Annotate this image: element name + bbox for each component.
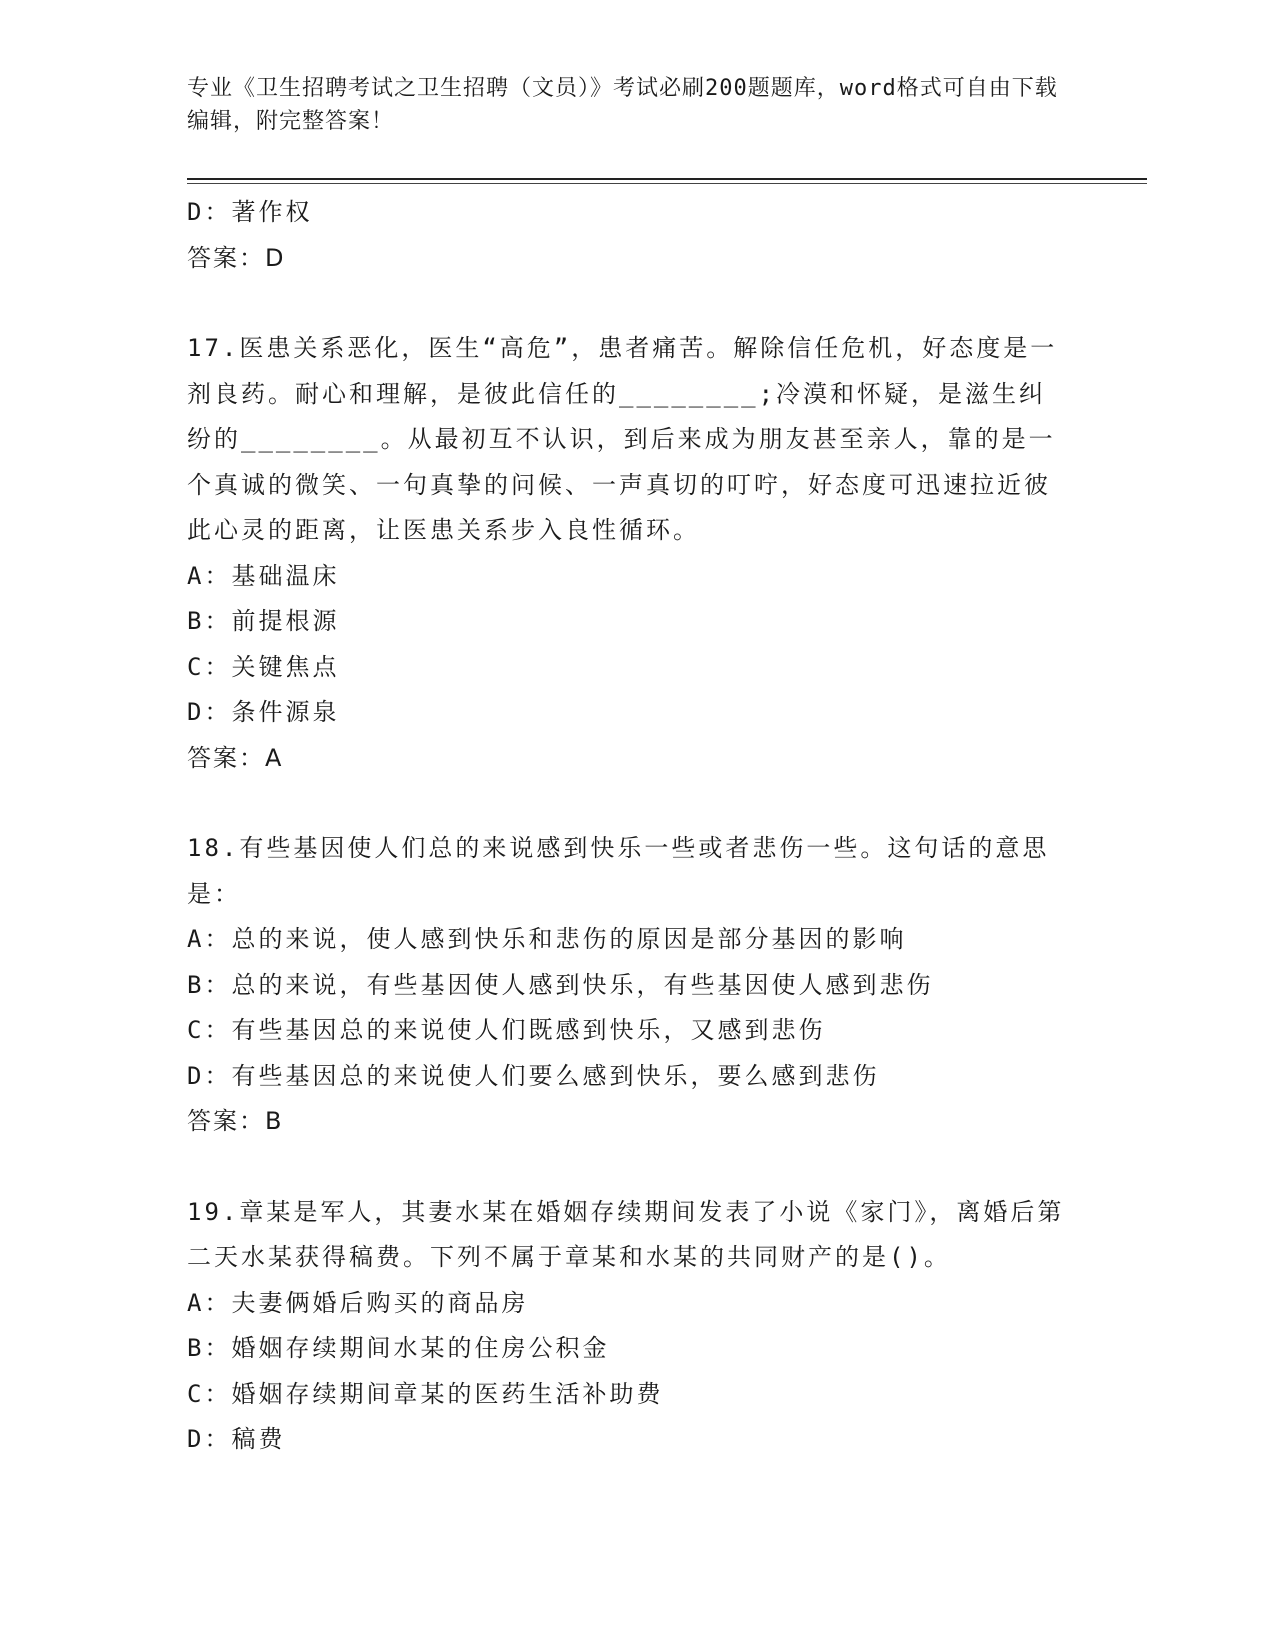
spacer [187, 1145, 1067, 1190]
page-header: 专业《卫生招聘考试之卫生招聘（文员）》考试必刷200题题库，word格式可自由下载编辑，附完整答案！ [187, 76, 1058, 134]
option-c: C：关键焦点 [187, 652, 340, 681]
answer-line: 答案：B [187, 1107, 284, 1135]
spacer [187, 781, 1067, 826]
document-body [187, 190, 1067, 1463]
question-17 [187, 326, 1067, 781]
question-19 [187, 1190, 1067, 1463]
option-d: D：稿费 [187, 1425, 286, 1453]
option-b: B：前提根源 [187, 607, 340, 635]
spacer [187, 281, 1067, 326]
question-stem: 19.章某是军人，其妻水某在婚姻存续期间发表了小说《家门》，离婚后第二天水某获得稿费。下列不属于章某和水某的共同财产的是()。 [187, 1197, 1065, 1271]
question-18 [187, 826, 1067, 1145]
option-b: B：婚姻存续期间水某的住房公积金 [187, 1334, 610, 1362]
question-stem: 17.医患关系恶化，医生“高危”，患者痛苦。解除信任危机，好态度是一剂良药。耐心和理解，是彼此信任的________;冷漠和怀疑，是滋生纠纷的________。从最初互不认识，到后来成为朋友甚至亲人，靠的是一个真诚的微笑、一句真挚的问候、一声真切的叮咛，好态度可迅速拉近彼此心灵的距离，让医患关系步入良性循环。 [187, 334, 1058, 544]
question-stem: 18.有些基因使人们总的来说感到快乐一些或者悲伤一些。这句话的意思是： [187, 834, 1050, 908]
option-c: C：有些基因总的来说使人们既感到快乐，又感到悲伤 [187, 1016, 826, 1044]
option-a: A：夫妻俩婚后购买的商品房 [187, 1288, 529, 1317]
answer-line: 答案：D [187, 243, 286, 272]
question-16-tail [187, 190, 1067, 281]
header-rule-thin [187, 183, 1147, 184]
option-a: A：基础温床 [187, 561, 340, 590]
header-rule-thick [187, 178, 1147, 180]
option-d: D：条件源泉 [187, 698, 340, 726]
option-d: D：著作权 [187, 198, 313, 226]
answer-line: 答案：A [187, 743, 284, 772]
option-d: D：有些基因总的来说使人们要么感到快乐，要么感到悲伤 [187, 1061, 880, 1090]
option-c: C：婚姻存续期间章某的医药生活补助费 [187, 1379, 664, 1408]
option-b: B：总的来说，有些基因使人感到快乐，有些基因使人感到悲伤 [187, 970, 934, 999]
option-a: A：总的来说，使人感到快乐和悲伤的原因是部分基因的影响 [187, 925, 907, 953]
